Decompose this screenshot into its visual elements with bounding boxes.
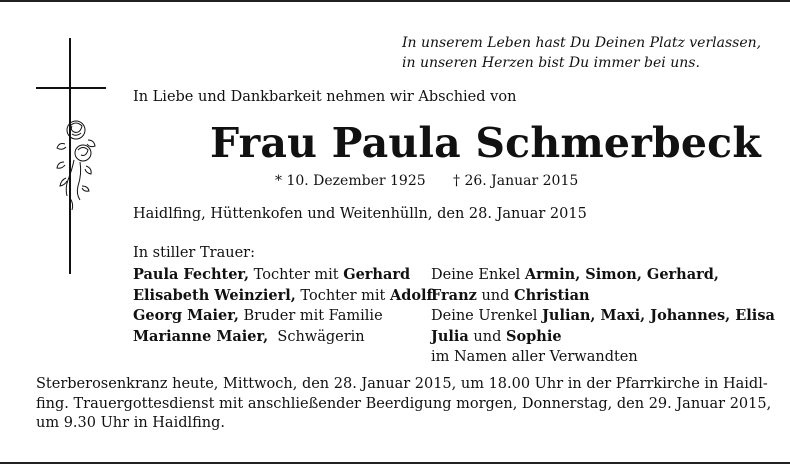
- mourner-line: Julia und Sophie: [431, 328, 562, 346]
- mourner-line: Paula Fechter, Tochter mit Gerhard: [133, 266, 411, 283]
- mourner-line: Deine Urenkel Julian, Maxi, Johannes, Elisa: [431, 307, 775, 325]
- mourner-line: Marianne Maier, Schwägerin: [133, 328, 365, 346]
- motto-line-2: in unseren Herzen bist Du immer bei uns.: [402, 55, 700, 71]
- mourners-heading: In stiller Trauer:: [133, 245, 255, 261]
- service-line-2: fing. Trauergottesdienst mit anschließender Beerdigung morgen, Donnerstag, den 29. Januar 2015,: [36, 395, 772, 412]
- motto: [402, 33, 782, 73]
- mourner-line: Georg Maier, Bruder mit Familie: [133, 307, 383, 325]
- death-date: † 26. Januar 2015: [453, 173, 579, 189]
- service-line-3: um 9.30 Uhr in Haidlfing.: [36, 415, 226, 431]
- service-info: [36, 375, 772, 434]
- mourner-line: im Namen aller Verwandten: [431, 348, 638, 365]
- cross-with-roses-icon: [36, 38, 106, 274]
- top-border: [0, 0, 790, 2]
- mourner-line: Franz und Christian: [431, 286, 590, 304]
- service-line-1: Sterberosenkranz heute, Mittwoch, den 28. Januar 2015, um 18.00 Uhr in der Pfarrkirche in Haidl-: [36, 376, 768, 392]
- birth-date: * 10. Dezember 1925: [275, 173, 426, 189]
- mourners-right-column: [431, 265, 775, 368]
- intro-text: In Liebe und Dankbarkeit nehmen wir Abschied von: [133, 89, 517, 105]
- mourner-line: Deine Enkel Armin, Simon, Gerhard,: [431, 266, 719, 283]
- place-and-date: Haidlfing, Hüttenkofen und Weitenhülln, den 28. Januar 2015: [133, 206, 587, 222]
- motto-line-1: In unserem Leben hast Du Deinen Platz verlassen,: [402, 35, 762, 51]
- deceased-name: Frau Paula Schmerbeck: [210, 119, 761, 167]
- mourner-line: Elisabeth Weinzierl, Tochter mit Adolf: [133, 286, 433, 304]
- mourners-left-column: [133, 265, 433, 348]
